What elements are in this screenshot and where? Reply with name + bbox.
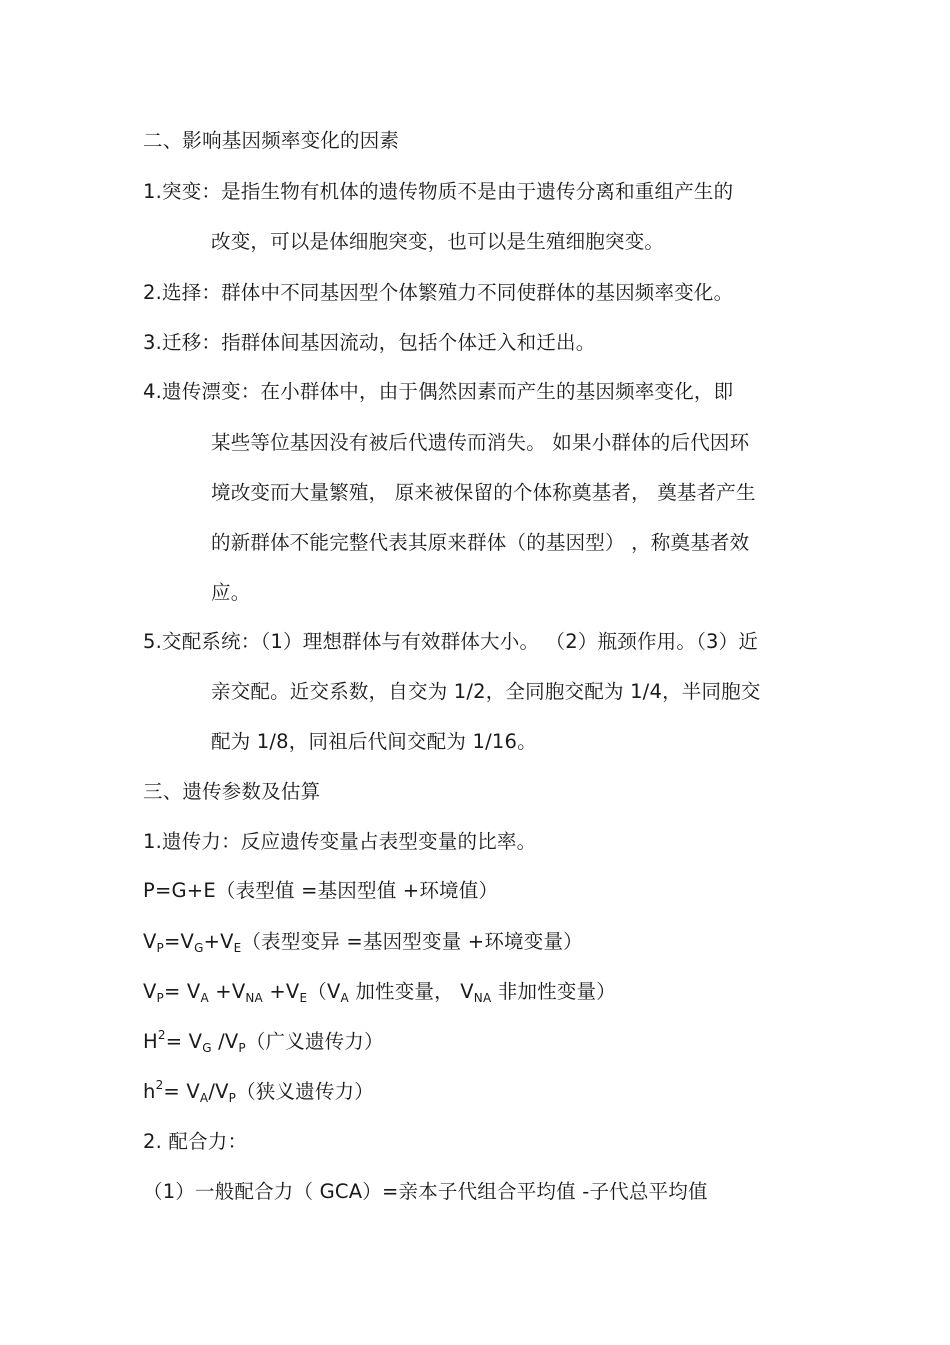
formula-text: H bbox=[143, 1030, 158, 1053]
formula-text: （狭义遗传力） bbox=[236, 1080, 374, 1103]
formula-subscript: P bbox=[156, 991, 164, 1005]
item-mutation-line1: 1.突变：是指生物有机体的遗传物质不是由于遗传分离和重组产生的 bbox=[143, 180, 734, 203]
section-heading-3: 三、遗传参数及估算 bbox=[143, 780, 321, 803]
formula-text: = V bbox=[163, 980, 201, 1003]
formula-subscript: NA bbox=[245, 991, 263, 1005]
formula-phenotype: P=G+E（表型值 =基因型值 +环境值） bbox=[143, 879, 499, 902]
formula-text: 非加性变量） bbox=[491, 980, 616, 1003]
item-drift-line2: 某些等位基因没有被后代遗传而消失。 如果小群体的后代因环 bbox=[211, 431, 750, 454]
formula-text: +V bbox=[262, 980, 300, 1003]
formula-subscript: G bbox=[194, 941, 204, 955]
section-heading-2: 二、影响基因频率变化的因素 bbox=[143, 129, 400, 152]
formula-broad-heritability bbox=[143, 1029, 384, 1055]
formula-text: （广义遗传力） bbox=[245, 1030, 384, 1053]
item-mutation-line2: 改变，可以是体细胞突变，也可以是生殖细胞突变。 bbox=[211, 230, 665, 253]
formula-text: +V bbox=[203, 930, 234, 953]
formula-text: /V bbox=[211, 1030, 239, 1053]
item-drift-line4: 的新群体不能完整代表其原来群体（的基因型） ，称奠基者效 bbox=[211, 531, 750, 554]
formula-text: V bbox=[143, 980, 157, 1003]
formula-text: （V bbox=[307, 980, 341, 1003]
formula-text: /V bbox=[208, 1080, 229, 1103]
formula-subscript: E bbox=[299, 991, 308, 1005]
formula-subscript: A bbox=[200, 991, 209, 1005]
formula-variance bbox=[143, 929, 583, 955]
formula-superscript: 2 bbox=[155, 1078, 164, 1092]
formula-narrow-heritability bbox=[143, 1079, 374, 1105]
item-drift-line1: 4.遗传漂变：在小群体中，由于偶然因素而产生的基因频率变化，即 bbox=[143, 380, 734, 403]
formula-variance-components bbox=[143, 979, 616, 1005]
formula-subscript: A bbox=[340, 991, 349, 1005]
formula-subscript: A bbox=[199, 1091, 209, 1105]
item-heritability: 1.遗传力：反应遗传变量占表型变量的比率。 bbox=[143, 830, 537, 853]
formula-text: = V bbox=[165, 1030, 203, 1053]
formula-text: = V bbox=[163, 1080, 200, 1103]
item-selection: 2.选择：群体中不同基因型个体繁殖力不同使群体的基因频率变化。 bbox=[143, 281, 734, 304]
item-gca: （1）一般配合力（ GCA）=亲本子代组合平均值 -子代总平均值 bbox=[143, 1180, 708, 1203]
formula-text: +V bbox=[208, 980, 246, 1003]
formula-subscript: G bbox=[202, 1041, 212, 1055]
formula-text: （表型变异 =基因型变量 +环境变量） bbox=[241, 930, 583, 953]
formula-subscript: E bbox=[233, 941, 242, 955]
formula-subscript: P bbox=[228, 1091, 237, 1105]
formula-subscript: P bbox=[238, 1041, 246, 1055]
item-drift-line3: 境改变而大量繁殖， 原来被保留的个体称奠基者， 奠基者产生 bbox=[211, 481, 756, 504]
formula-text: V bbox=[143, 930, 157, 953]
item-mating-line2: 亲交配。近交系数，自交为 1/2，全同胞交配为 1/4，半同胞交 bbox=[211, 680, 761, 703]
formula-subscript: P bbox=[156, 941, 164, 955]
item-combining-ability: 2. 配合力： bbox=[143, 1130, 248, 1153]
item-mating-line3: 配为 1/8，同祖后代间交配为 1/16。 bbox=[211, 730, 537, 753]
formula-text: 加性变量， V bbox=[348, 980, 474, 1003]
formula-text: h bbox=[143, 1080, 156, 1103]
item-migration: 3.迁移：指群体间基因流动，包括个体迁入和迁出。 bbox=[143, 331, 596, 354]
item-mating-line1: 5.交配系统：（1）理想群体与有效群体大小。 （2）瓶颈作用。（3）近 bbox=[143, 630, 759, 653]
formula-text: =V bbox=[163, 930, 195, 953]
formula-subscript: NA bbox=[473, 991, 492, 1005]
formula-superscript: 2 bbox=[157, 1028, 166, 1042]
item-drift-line5: 应。 bbox=[211, 581, 251, 604]
